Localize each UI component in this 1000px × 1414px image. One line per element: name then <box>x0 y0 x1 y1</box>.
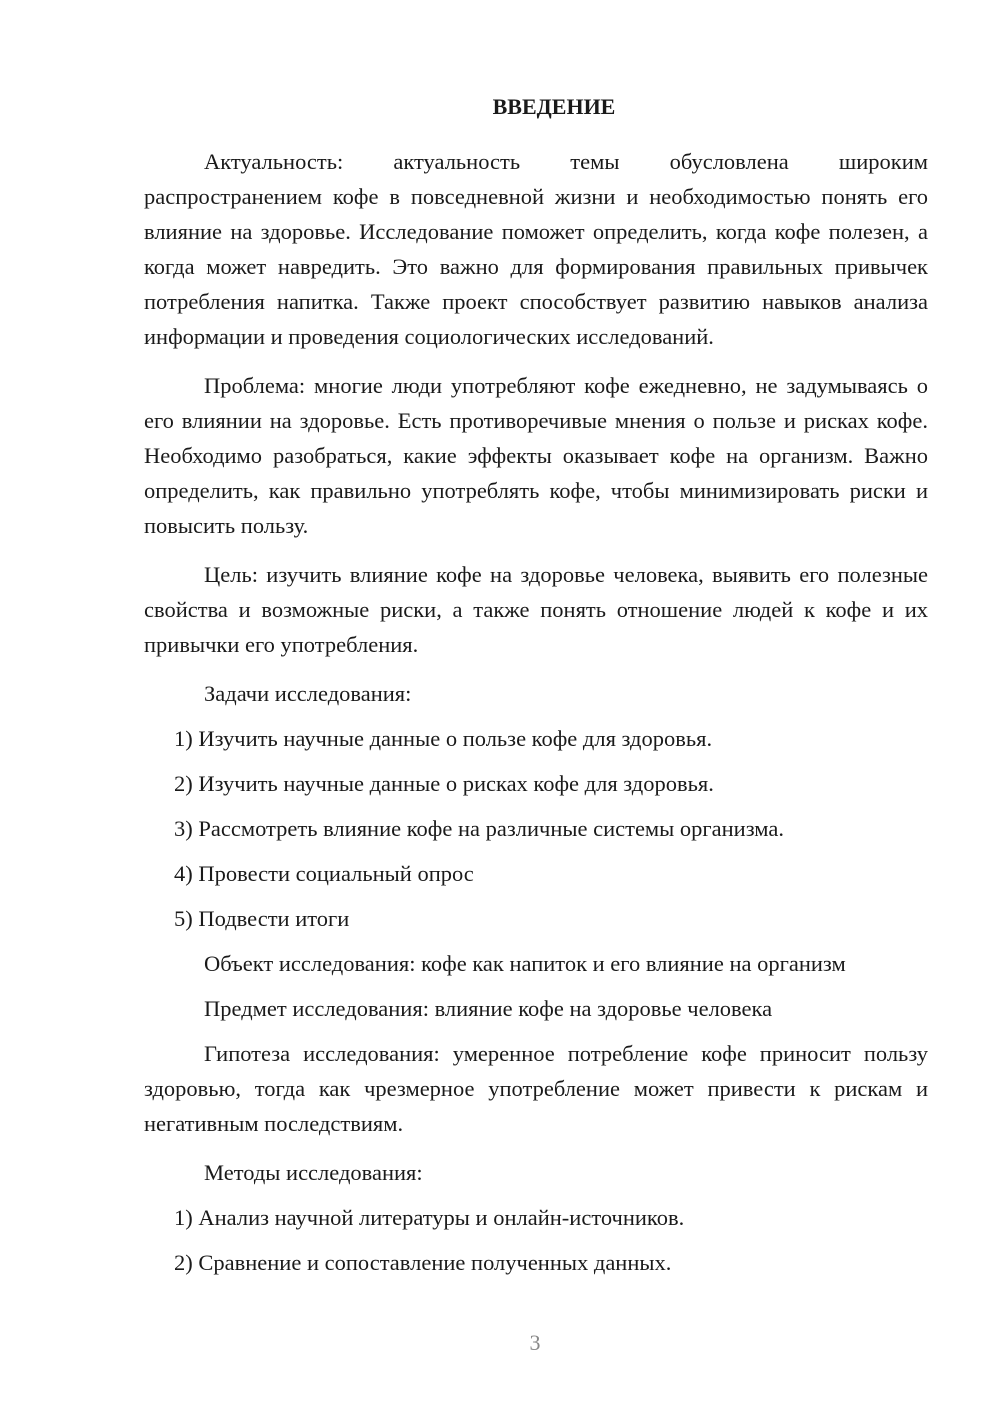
list-item: 2) Сравнение и сопоставление полученных данных. <box>174 1250 672 1275</box>
object-paragraph: Объект исследования: кофе как напиток и его влияние на организм <box>204 951 846 976</box>
list-item: 3) Рассмотреть влияние кофе на различные системы организма. <box>174 816 784 841</box>
subject-paragraph: Предмет исследования: влияние кофе на здоровье человека <box>204 996 773 1021</box>
methods-list <box>144 1200 928 1280</box>
list-item: 1) Анализ научной литературы и онлайн-источников. <box>174 1205 685 1230</box>
list-item: 5) Подвести итоги <box>174 906 350 931</box>
page-title: ВВЕДЕНИЕ <box>492 94 616 119</box>
list-item: 4) Провести социальный опрос <box>174 861 474 886</box>
methods-heading: Методы исследования: <box>204 1160 423 1185</box>
hypothesis-paragraph: Гипотеза исследования: умеренное потребление кофе приносит пользу здоровью, тогда как чрезмерное употребление может привести к рискам и негативным последствиям. <box>144 1041 928 1136</box>
goal-paragraph: Цель: изучить влияние кофе на здоровье человека, выявить его полезные свойства и возможные риски, а также понять отношение людей к кофе и их привычки его употребления. <box>144 562 928 657</box>
tasks-list <box>144 721 928 936</box>
problem-paragraph: Проблема: многие люди употребляют кофе ежедневно, не задумываясь о его влиянии на здоровье. Есть противоречивые мнения о пользе и рисках кофе. Необходимо разобраться, какие эффекты оказывает кофе на организм. Важно определить, как правильно употреблять кофе, чтобы минимизировать риски и повысить пользу. <box>144 373 928 538</box>
tasks-heading: Задачи исследования: <box>204 681 412 706</box>
document-page <box>144 92 928 1290</box>
relevance-paragraph: Актуальность: актуальность темы обусловлена широким распространением кофе в повседневной жизни и необходимостью понять его влияние на здоровье. Исследование поможет определить, когда кофе полезен, а когда может навредить. Это важно для формирования правильных привычек потребления напитка. Также проект способствует развитию навыков анализа информации и проведения социологических исследований. <box>144 149 928 349</box>
list-item: 2) Изучить научные данные о рисках кофе для здоровья. <box>174 771 714 796</box>
list-item: 1) Изучить научные данные о пользе кофе для здоровья. <box>174 726 713 751</box>
page-number: 3 <box>529 1330 541 1355</box>
